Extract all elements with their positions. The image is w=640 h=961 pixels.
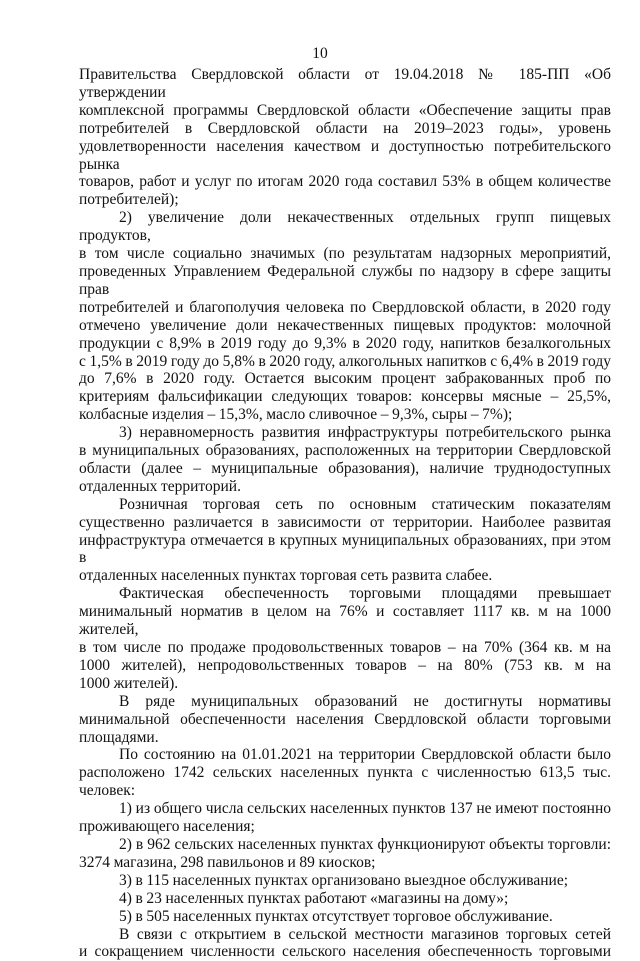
text-line: 3) в 115 населенных пунктах организовано выездное обслуживание; xyxy=(119,871,569,889)
text-line: отдаленных населенных пунктах торговая сеть развита слабее. xyxy=(79,567,493,585)
text-line: 1) из общего числа сельских населенных пунктов 137 не имеют постоянно xyxy=(119,800,611,818)
text-line: Правительства Свердловской области от 19.04.2018 № 185-ПП «Об утверждении xyxy=(79,66,611,101)
text-line: проведенных Управлением Федеральной службы по надзору в сфере защиты прав xyxy=(79,262,611,298)
text-line: удовлетворенности населения качеством и доступностью потребительского рынка xyxy=(79,137,611,173)
text-line: в том числе по продаже продовольственных товаров – на 70% (364 кв. м на xyxy=(79,639,611,656)
text-line: 3) неравномерность развития инфраструктуры потребительского рынка xyxy=(119,424,611,442)
text-line: 1000 жителей), непродовольственных товаров – на 80% (753 кв. м на xyxy=(79,656,611,674)
text-line: с 1,5% в 2019 году до 5,8% в 2020 году, алкогольных напитков с 6,4% в 2019 году xyxy=(79,352,611,370)
text-line: потребителей и благополучия человека по Свердловской области, в 2020 году xyxy=(79,298,611,316)
text-line: минимальный норматив в целом на 76% и составляет 1117 кв. м на 1000 жителей, xyxy=(79,603,611,639)
text-line: и сокращением численности сельского населения обеспеченность торговыми xyxy=(79,943,611,961)
text-line: инфраструктура отмечается в крупных муниципальных образованиях, при этом в xyxy=(79,531,611,567)
text-line: 2) увеличение доли некачественных отдельных групп пищевых продуктов, xyxy=(79,209,611,245)
text-line: товаров, работ и услуг по итогам 2020 года составил 53% в общем количестве xyxy=(79,173,611,191)
text-line: По состоянию на 01.01.2021 на территории Свердловской области было xyxy=(119,746,611,764)
text-line: человек: xyxy=(79,782,136,800)
text-line: отмечено увеличение доли некачественных пищевых продуктов: молочной xyxy=(79,316,611,334)
text-line: продукции с 8,9% в 2019 году до 9,3% в 2020 году, напитков безалкогольных xyxy=(79,334,611,352)
text-line: существенно различается в зависимости от территории. Наиболее развитая xyxy=(79,513,611,531)
text-line: Фактическая обеспеченность торговыми площадями превышает xyxy=(119,585,611,603)
text-line: расположено 1742 сельских населенных пункта с численностью 613,5 тыс. xyxy=(79,764,611,782)
text-line: Розничная торговая сеть по основным статическим показателям xyxy=(119,495,611,513)
text-line: 4) в 23 населенных пунктах работают «магазины на дому»; xyxy=(119,889,509,907)
page-number: 10 xyxy=(312,45,328,62)
text-line: 1000 жителей). xyxy=(79,674,179,692)
text-line: потребителей); xyxy=(79,191,179,209)
text-line: 5) в 505 населенных пунктах отсутствует торговое обслуживание. xyxy=(119,907,553,925)
text-line: до 7,6% в 2020 году. Остается высоким процент забракованных проб по xyxy=(79,370,611,388)
document-body xyxy=(79,66,611,961)
text-line: в муниципальных образованиях, расположенных на территории Свердловской xyxy=(79,442,611,460)
text-line: площадями. xyxy=(79,728,159,746)
text-line: в том числе социально значимых (по результатам надзорных мероприятий, xyxy=(79,245,611,263)
text-line: В ряде муниципальных образований не достигнуты нормативы xyxy=(119,692,611,710)
text-line: минимальной обеспеченности населения Свердловской области торговыми xyxy=(79,710,611,728)
text-line: критериям фальсификации следующих товаров: консервы мясные – 25,5%, xyxy=(79,388,611,406)
text-line: 3274 магазина, 298 павильонов и 89 киосков; xyxy=(79,853,376,871)
text-line: В связи с открытием в сельской местности магазинов торговых сетей xyxy=(119,925,611,943)
text-line: комплексной программы Свердловской области «Обеспечение защиты прав xyxy=(79,101,611,119)
text-line: проживающего населения; xyxy=(79,818,255,836)
text-line: 2) в 962 сельских населенных пунктах функционируют объекты торговли: xyxy=(119,835,611,853)
text-line: колбасные изделия – 15,3%, масло сливочное – 9,3%, сыры – 7%); xyxy=(79,406,513,424)
text-line: потребителей в Свердловской области на 2019–2023 годы», уровень xyxy=(79,119,611,137)
text-line: отдаленных территорий. xyxy=(79,477,241,495)
text-line: области (далее – муниципальные образования), наличие труднодоступных xyxy=(79,459,611,477)
